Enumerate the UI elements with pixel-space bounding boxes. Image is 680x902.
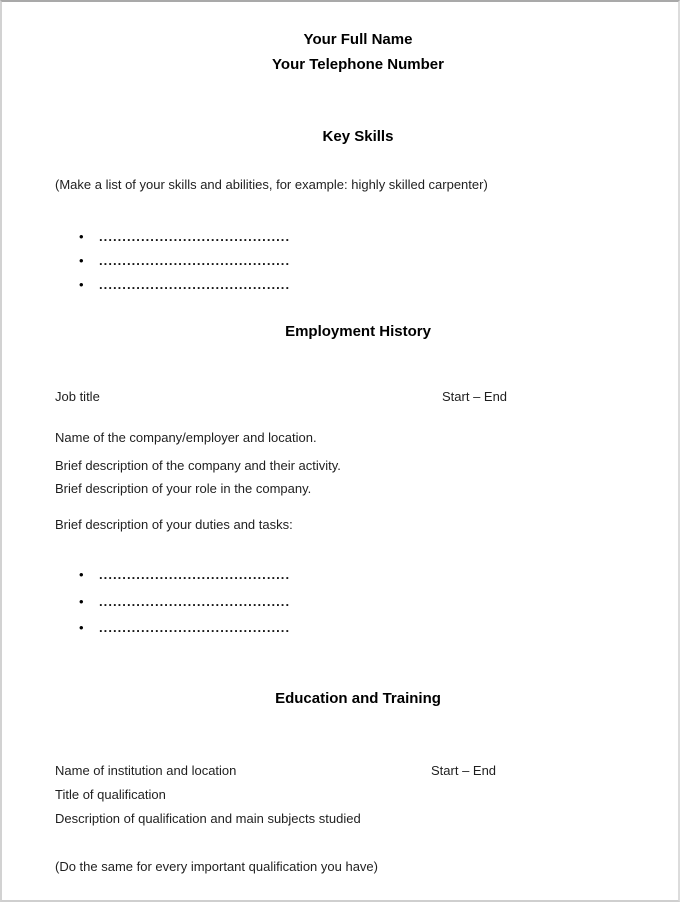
bullet-icon: • bbox=[79, 277, 84, 292]
key-skills-bullet-item bbox=[55, 277, 290, 293]
education-note-line: (Do the same for every important qualification you have) bbox=[55, 859, 378, 874]
duties-bullet-item bbox=[55, 567, 290, 583]
dotted-fill-line: ......................................... bbox=[99, 620, 291, 635]
qualification-description-line: Description of qualification and main subjects studied bbox=[55, 811, 361, 826]
key-skills-heading: Key Skills bbox=[322, 128, 394, 145]
dotted-fill-line: ......................................... bbox=[99, 594, 291, 609]
bullet-icon: • bbox=[79, 253, 84, 268]
qualification-title-line: Title of qualification bbox=[55, 787, 166, 802]
full-name-heading: Your Full Name bbox=[303, 31, 413, 48]
institution-label: Name of institution and location bbox=[55, 763, 237, 778]
role-description-line: Brief description of your role in the company. bbox=[55, 481, 312, 496]
company-name-line: Name of the company/employer and location. bbox=[55, 430, 317, 445]
bullet-icon: • bbox=[79, 567, 84, 582]
job-title-label: Job title bbox=[55, 389, 100, 404]
bullet-icon: • bbox=[79, 594, 84, 609]
dotted-fill-line: ......................................... bbox=[99, 567, 291, 582]
duties-bullet-item bbox=[55, 594, 290, 610]
key-skills-hint: (Make a list of your skills and abilities, for example: highly skilled carpenter) bbox=[55, 177, 488, 192]
dotted-fill-line: ......................................... bbox=[99, 229, 291, 244]
key-skills-bullet-item bbox=[55, 253, 290, 269]
dotted-fill-line: ......................................... bbox=[99, 277, 291, 292]
telephone-heading: Your Telephone Number bbox=[272, 56, 444, 73]
duties-intro-line: Brief description of your duties and tasks: bbox=[55, 517, 293, 532]
job-title-row bbox=[2, 389, 680, 405]
education-date-range: Start – End bbox=[431, 763, 497, 778]
bullet-icon: • bbox=[79, 229, 84, 244]
employment-date-range: Start – End bbox=[442, 389, 508, 404]
institution-row bbox=[2, 763, 680, 779]
company-activity-line: Brief description of the company and their activity. bbox=[55, 458, 341, 473]
key-skills-bullet-item bbox=[55, 229, 290, 245]
employment-history-heading: Employment History bbox=[285, 323, 431, 340]
bullet-icon: • bbox=[79, 620, 84, 635]
duties-bullet-item bbox=[55, 620, 290, 636]
dotted-fill-line: ......................................... bbox=[99, 253, 291, 268]
education-training-heading: Education and Training bbox=[275, 690, 441, 707]
